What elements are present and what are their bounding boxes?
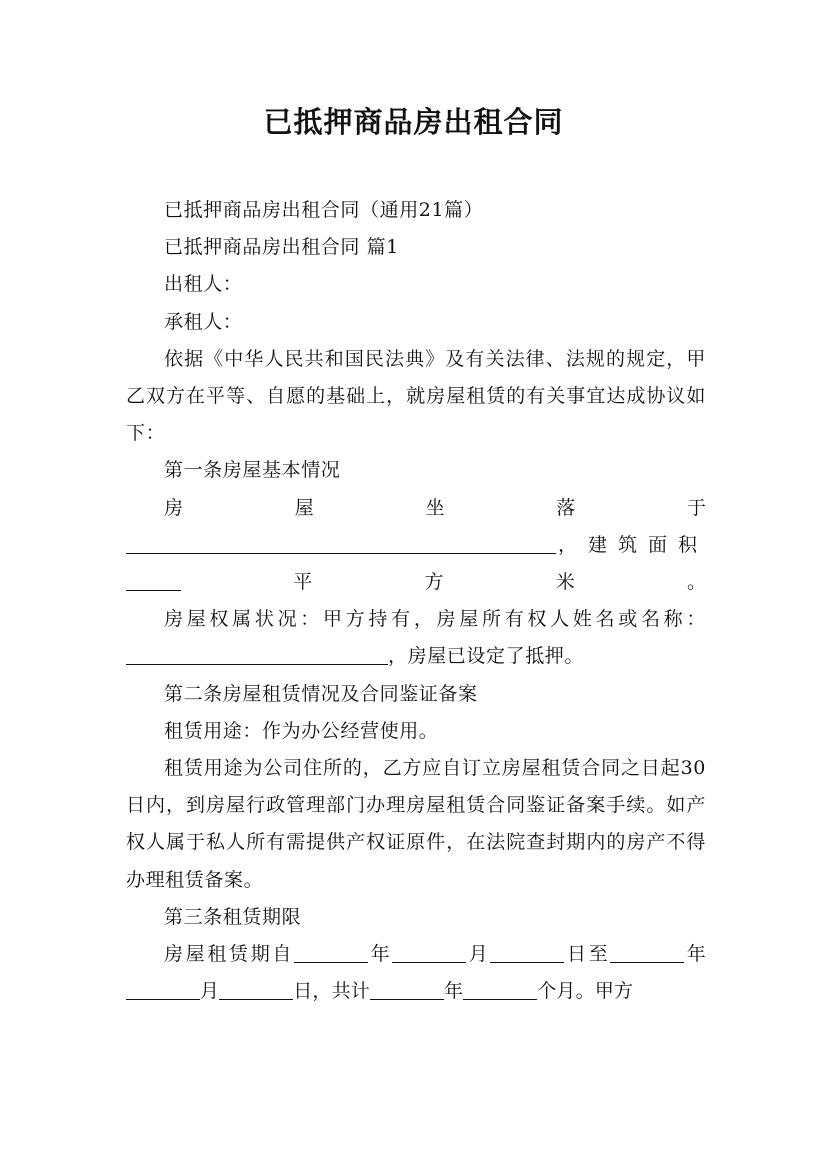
paragraph-location	[126, 490, 706, 602]
total-years-label: 年	[444, 980, 464, 1003]
area-text: ，建筑面积	[556, 533, 706, 556]
area-unit-text: 平方米。	[181, 571, 706, 594]
owner-name-blank	[126, 645, 388, 665]
paragraph-registration: 租赁用途为公司住所的，乙方应自订立房屋租赁合同之日起30日内，到房屋行政管理部门办理房屋租赁合同鉴证备案手续。如产权人属于私人所有需提供产权证原件，在法院查封期内的房产不得办理租赁备案。	[126, 757, 706, 891]
article-3-heading: 第三条租赁期限	[164, 905, 302, 928]
paragraph-lessee: 承租人：	[164, 310, 243, 333]
location-lead-text: 房屋坐落	[164, 496, 687, 519]
paragraph-lease-term	[126, 936, 706, 1010]
location-blank	[126, 534, 556, 554]
document-body	[126, 192, 706, 1010]
end-year-blank	[610, 943, 684, 963]
total-months-blank	[463, 980, 537, 1000]
location-lead-end: 于	[686, 496, 706, 519]
paragraph-section-heading: 已抵押商品房出租合同 篇1	[164, 236, 399, 259]
end-month-label: 月	[200, 980, 220, 1003]
end-day-blank	[219, 980, 293, 1000]
area-blank	[126, 571, 181, 591]
paragraph-subtitle: 已抵押商品房出租合同（通用21篇）	[164, 199, 484, 221]
paragraph-purpose: 租赁用途：作为办公经营使用。	[164, 719, 439, 742]
article-1-heading: 第一条房屋基本情况	[164, 459, 341, 482]
total-months-label: 个月。甲方	[537, 980, 634, 1003]
start-month-blank	[392, 943, 466, 963]
start-year-blank	[294, 943, 368, 963]
start-day-blank	[490, 943, 564, 963]
term-start-text: 房屋租赁期自	[164, 943, 295, 966]
paragraph-ownership	[126, 601, 706, 675]
end-month-blank	[126, 980, 200, 1000]
ownership-text: 房屋权属状况：甲方持有，房屋所有权人姓名或名称：	[164, 608, 706, 631]
paragraph-preamble: 依据《中华人民共和国民法典》及有关法律、法规的规定，甲乙双方在平等、自愿的基础上，就房屋租赁的有关事宜达成协议如下：	[126, 347, 706, 445]
end-year-label: 年	[684, 943, 706, 966]
mortgage-text: ，房屋已设定了抵押。	[388, 645, 585, 668]
start-day-label: 日至	[564, 943, 611, 966]
paragraph-lessor: 出租人：	[164, 273, 243, 296]
total-years-blank	[370, 980, 444, 1000]
end-day-label: 日，共计	[293, 980, 371, 1003]
start-month-label: 月	[466, 943, 491, 966]
start-year-label: 年	[368, 943, 393, 966]
article-2-heading: 第二条房屋租赁情况及合同鉴证备案	[164, 682, 478, 705]
document-title: 已抵押商品房出租合同	[263, 105, 564, 139]
